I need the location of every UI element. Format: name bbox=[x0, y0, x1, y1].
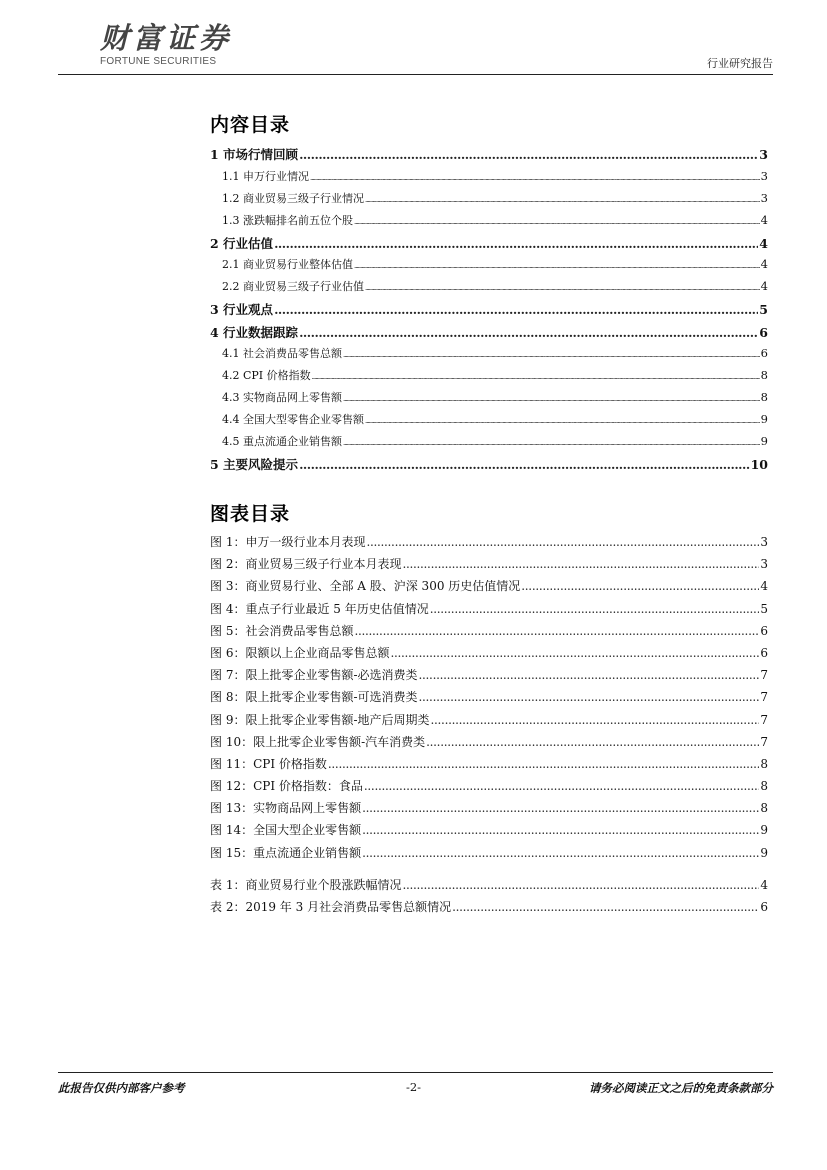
entry-page-number: 4 bbox=[760, 257, 768, 271]
dot-leader bbox=[274, 302, 758, 317]
entry-label[interactable]: 4 行业数据跟踪 bbox=[210, 324, 299, 340]
dot-leader bbox=[365, 284, 760, 292]
entry-label[interactable]: 1.3 涨跌幅排名前五位个股 bbox=[222, 213, 353, 227]
entry-page-number: 9 bbox=[760, 845, 768, 860]
dot-leader bbox=[299, 457, 750, 472]
dot-leader bbox=[431, 713, 760, 727]
toc-section-entry[interactable] bbox=[210, 168, 768, 190]
contents-title: 内容目录 bbox=[210, 114, 291, 136]
figures-list bbox=[210, 533, 768, 866]
dot-leader bbox=[343, 395, 760, 403]
entry-label[interactable]: 图 12：CPI 价格指数：食品 bbox=[210, 779, 363, 794]
entry-label[interactable]: 2 行业估值 bbox=[210, 235, 274, 251]
entry-label[interactable]: 表 2：2019 年 3 月社会消费品零售总额情况 bbox=[210, 900, 452, 914]
entry-page-number: 9 bbox=[760, 823, 768, 838]
figure-list-entry[interactable] bbox=[210, 555, 768, 577]
entry-label[interactable]: 图 15：重点流通企业销售额 bbox=[210, 845, 362, 860]
entry-label[interactable]: 图 8：限上批零企业零售额-可选消费类 bbox=[210, 690, 418, 705]
dot-leader bbox=[366, 535, 759, 549]
toc-section-entry[interactable] bbox=[210, 433, 768, 455]
entry-label[interactable]: 表 1：商业贸易行业个股涨跌幅情况 bbox=[210, 878, 402, 892]
figure-list-entry[interactable] bbox=[210, 600, 768, 622]
entry-page-number: 6 bbox=[760, 346, 768, 360]
logo-chinese-name: 财富证券 bbox=[100, 21, 233, 55]
table-list-entry[interactable] bbox=[210, 876, 768, 898]
company-logo bbox=[100, 22, 240, 67]
entry-label[interactable]: 图 6：限额以上企业商品零售总额 bbox=[210, 645, 390, 660]
dot-leader bbox=[310, 174, 760, 182]
toc-section-entry[interactable] bbox=[210, 256, 768, 278]
entry-label[interactable]: 图 1：申万一级行业本月表现 bbox=[210, 535, 366, 549]
entry-label[interactable]: 2.2 商业贸易三级子行业估值 bbox=[222, 280, 364, 293]
dot-leader bbox=[362, 801, 759, 815]
entry-page-number: 5 bbox=[760, 601, 768, 616]
entry-page-number: 6 bbox=[760, 645, 768, 660]
dot-leader bbox=[365, 196, 760, 204]
page-number: -2- bbox=[405, 1080, 422, 1094]
entry-page-number: 5 bbox=[759, 302, 768, 317]
entry-label[interactable]: 图 2：商业贸易三级子行业本月表现 bbox=[210, 557, 402, 572]
figure-list-entry[interactable] bbox=[210, 711, 768, 733]
dot-leader bbox=[343, 351, 760, 359]
entry-label[interactable]: 4.4 全国大型零售企业零售额 bbox=[222, 413, 364, 426]
entry-page-number: 3 bbox=[760, 190, 768, 205]
dot-leader bbox=[365, 417, 760, 425]
figure-list-entry[interactable] bbox=[210, 777, 768, 799]
entry-page-number: 3 bbox=[759, 147, 768, 162]
entry-page-number: 3 bbox=[760, 535, 768, 549]
entry-page-number: 6 bbox=[759, 324, 768, 340]
entry-page-number: 9 bbox=[760, 434, 768, 448]
entry-label[interactable]: 图 9：限上批零企业零售额-地产后周期类 bbox=[210, 712, 430, 727]
dot-leader bbox=[343, 439, 760, 447]
toc-section-entry[interactable] bbox=[210, 389, 768, 411]
toc-chapter-entry[interactable] bbox=[210, 323, 768, 346]
entry-page-number: 8 bbox=[760, 779, 768, 794]
entry-page-number: 3 bbox=[760, 557, 768, 572]
figures-title: 图表目录 bbox=[210, 503, 291, 525]
figure-list-entry[interactable] bbox=[210, 844, 768, 866]
figure-list-entry[interactable] bbox=[210, 733, 768, 755]
entry-page-number: 6 bbox=[760, 623, 768, 638]
entry-page-number: 10 bbox=[750, 457, 768, 472]
entry-label[interactable]: 5 主要风险提示 bbox=[210, 457, 299, 472]
entry-label[interactable]: 4.3 实物商品网上零售额 bbox=[222, 391, 342, 404]
entry-page-number: 4 bbox=[760, 878, 768, 892]
entry-label[interactable]: 图 10：限上批零企业零售额-汽车消费类 bbox=[210, 734, 426, 749]
toc-section-entry[interactable] bbox=[210, 212, 768, 234]
dot-leader bbox=[390, 646, 759, 660]
dot-leader bbox=[354, 624, 759, 638]
footer-disclaimer-right: 请务必阅读正文之后的免责条款部分 bbox=[589, 1081, 773, 1095]
entry-label[interactable]: 1.2 商业贸易三级子行业情况 bbox=[222, 191, 364, 205]
dot-leader bbox=[362, 846, 759, 860]
entry-label[interactable]: 2.1 商业贸易行业整体估值 bbox=[222, 258, 353, 271]
entry-page-number: 8 bbox=[760, 390, 768, 404]
entry-label[interactable]: 4.5 重点流通企业销售额 bbox=[222, 435, 342, 448]
entry-page-number: 4 bbox=[760, 212, 768, 227]
figure-list-entry[interactable] bbox=[210, 577, 768, 599]
entry-label[interactable]: 4.1 社会消费品零售总额 bbox=[222, 347, 342, 360]
figure-list-entry[interactable] bbox=[210, 666, 768, 688]
dot-leader bbox=[299, 147, 758, 162]
entry-label[interactable]: 3 行业观点 bbox=[210, 302, 274, 317]
entry-page-number: 8 bbox=[760, 368, 768, 382]
toc-section-entry[interactable] bbox=[210, 345, 768, 367]
toc-section-entry[interactable] bbox=[210, 411, 768, 433]
dot-leader bbox=[328, 757, 759, 771]
toc-section-entry[interactable] bbox=[210, 278, 768, 300]
entry-page-number: 8 bbox=[760, 756, 768, 771]
entry-label[interactable]: 图 4：重点子行业最近 5 年历史估值情况 bbox=[210, 601, 429, 616]
toc-section-entry[interactable] bbox=[210, 367, 768, 389]
dot-leader bbox=[521, 579, 759, 593]
figure-list-entry[interactable] bbox=[210, 533, 768, 555]
toc-chapter-entry[interactable] bbox=[210, 145, 768, 168]
entry-page-number: 8 bbox=[760, 801, 768, 816]
entry-label[interactable]: 图 13：实物商品网上零售额 bbox=[210, 801, 362, 816]
figure-list-entry[interactable] bbox=[210, 688, 768, 710]
entry-label[interactable]: 图 7：限上批零企业零售额-必选消费类 bbox=[210, 668, 418, 683]
figure-list-entry[interactable] bbox=[210, 622, 768, 644]
toc-chapter-entry[interactable] bbox=[210, 455, 768, 478]
dot-leader bbox=[362, 823, 759, 837]
dot-leader bbox=[354, 262, 760, 270]
figure-list-entry[interactable] bbox=[210, 644, 768, 666]
entry-page-number: 9 bbox=[760, 412, 768, 426]
entry-page-number: 7 bbox=[760, 690, 768, 705]
entry-page-number: 4 bbox=[760, 579, 768, 594]
entry-label[interactable]: 1 市场行情回顾 bbox=[210, 147, 299, 162]
entry-label[interactable]: 图 11：CPI 价格指数 bbox=[210, 756, 327, 771]
entry-page-number: 7 bbox=[760, 668, 768, 683]
entry-page-number: 6 bbox=[760, 900, 768, 914]
entry-label[interactable]: 图 5：社会消费品零售总额 bbox=[210, 623, 354, 638]
entry-label[interactable]: 图 3：商业贸易行业、全部 A 股、沪深 300 历史估值情况 bbox=[210, 579, 521, 594]
dot-leader bbox=[452, 900, 759, 914]
toc-chapter-entry[interactable] bbox=[210, 300, 768, 323]
entry-label[interactable]: 图 14：全国大型企业零售额 bbox=[210, 823, 362, 838]
dot-leader bbox=[354, 218, 760, 226]
tables-list bbox=[210, 876, 768, 920]
dot-leader bbox=[274, 236, 758, 251]
contents-list bbox=[210, 145, 768, 478]
header-divider bbox=[58, 74, 773, 75]
footer-disclaimer-left: 此报告仅供内部客户参考 bbox=[58, 1081, 185, 1095]
report-type: 行业研究报告 bbox=[707, 57, 773, 70]
dot-leader bbox=[312, 373, 760, 381]
dot-leader bbox=[430, 602, 760, 616]
dot-leader bbox=[299, 325, 758, 340]
figure-list-entry[interactable] bbox=[210, 799, 768, 821]
entry-page-number: 7 bbox=[760, 734, 768, 749]
toc-chapter-entry[interactable] bbox=[210, 234, 768, 257]
logo-english-name: FORTUNE SECURITIES bbox=[100, 56, 217, 67]
dot-leader bbox=[364, 779, 759, 793]
entry-page-number: 7 bbox=[760, 712, 768, 727]
entry-label[interactable]: 1.1 申万行业情况 bbox=[222, 169, 309, 183]
dot-leader bbox=[419, 690, 760, 704]
table-list-entry[interactable] bbox=[210, 898, 768, 920]
figure-list-entry[interactable] bbox=[210, 755, 768, 777]
entry-page-number: 4 bbox=[760, 279, 768, 293]
figure-list-entry[interactable] bbox=[210, 821, 768, 843]
dot-leader bbox=[402, 557, 759, 571]
dot-leader bbox=[419, 668, 760, 682]
toc-section-entry[interactable] bbox=[210, 190, 768, 212]
entry-page-number: 4 bbox=[759, 235, 768, 251]
dot-leader bbox=[426, 735, 759, 749]
dot-leader bbox=[402, 878, 759, 892]
entry-page-number: 3 bbox=[760, 168, 768, 183]
footer-divider bbox=[58, 1072, 773, 1073]
entry-label[interactable]: 4.2 CPI 价格指数 bbox=[222, 369, 311, 382]
